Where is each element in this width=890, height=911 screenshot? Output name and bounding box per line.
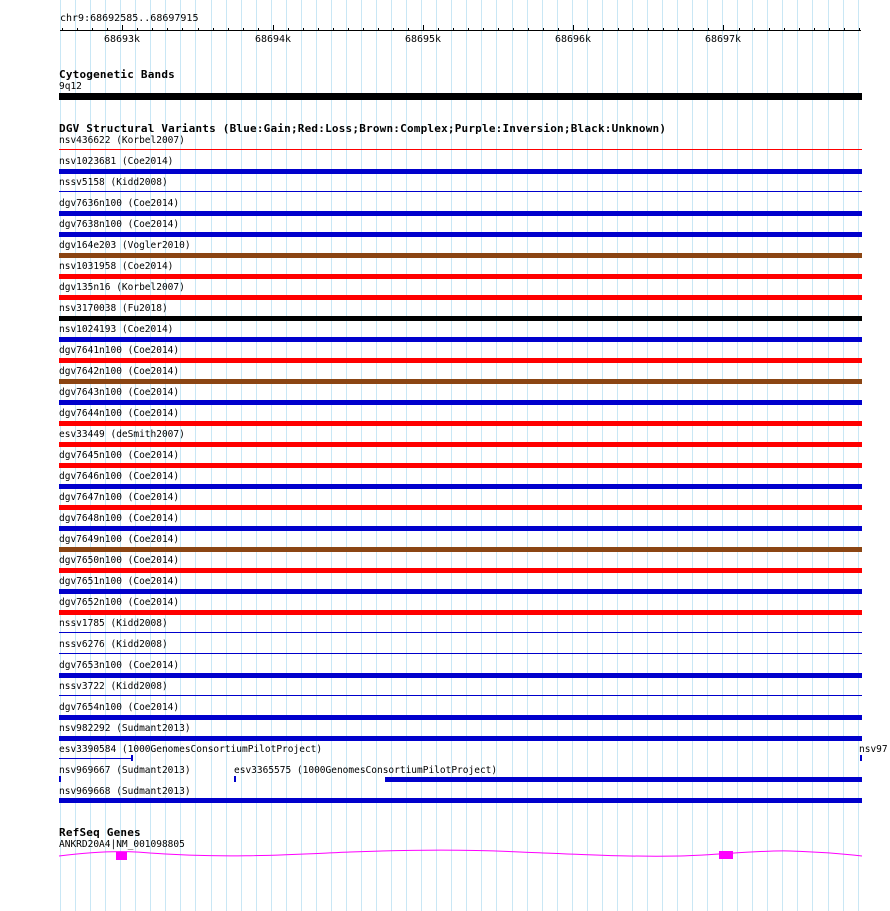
variant-label: dgv7650n100 (Coe2014) bbox=[59, 555, 180, 566]
grid-line bbox=[692, 0, 693, 911]
variant-label: nsv1024193 (Coe2014) bbox=[59, 324, 174, 335]
variant-feature[interactable] bbox=[59, 776, 61, 782]
ruler-minor-tick bbox=[182, 28, 183, 31]
ruler-minor-tick bbox=[167, 28, 168, 31]
cytoband-track-title[interactable]: Cytogenetic Bands bbox=[59, 68, 175, 81]
variant-feature[interactable] bbox=[59, 653, 862, 654]
ruler-minor-tick bbox=[543, 28, 544, 31]
ruler-minor-tick bbox=[107, 28, 108, 31]
grid-line bbox=[617, 0, 618, 911]
cytoband-feature[interactable] bbox=[59, 93, 862, 100]
ruler-minor-tick bbox=[528, 28, 529, 31]
variant-feature[interactable] bbox=[59, 316, 862, 321]
grid-line bbox=[677, 0, 678, 911]
dgv-track-title[interactable]: DGV Structural Variants (Blue:Gain;Red:Loss;Brown:Complex;Purple:Inversion;Black:Unknown) bbox=[59, 122, 667, 135]
grid-line bbox=[195, 0, 196, 911]
grid-line bbox=[812, 0, 813, 911]
variant-label: esv3365575 (1000GenomesConsortiumPilotProject) bbox=[234, 765, 498, 776]
variant-feature[interactable] bbox=[59, 610, 862, 615]
ruler-minor-tick bbox=[859, 28, 860, 31]
variant-feature[interactable] bbox=[59, 253, 862, 258]
variant-feature[interactable] bbox=[59, 232, 862, 237]
ruler-minor-tick bbox=[588, 28, 589, 31]
grid-line bbox=[858, 0, 859, 911]
variant-feature[interactable] bbox=[59, 400, 862, 405]
variant-label: dgv7646n100 (Coe2014) bbox=[59, 471, 180, 482]
ruler-axis bbox=[60, 30, 861, 31]
ruler-minor-tick bbox=[829, 28, 830, 31]
grid-line bbox=[226, 0, 227, 911]
variant-label: dgv7647n100 (Coe2014) bbox=[59, 492, 180, 503]
ruler-tick-label: 68693k bbox=[103, 34, 141, 45]
ruler-minor-tick bbox=[754, 28, 755, 31]
variant-feature[interactable] bbox=[234, 776, 236, 782]
grid-line bbox=[587, 0, 588, 911]
grid-line bbox=[557, 0, 558, 911]
variant-label: dgv7653n100 (Coe2014) bbox=[59, 660, 180, 671]
grid-line bbox=[572, 0, 573, 911]
grid-line bbox=[707, 0, 708, 911]
variant-feature[interactable] bbox=[59, 463, 862, 468]
ruler-minor-tick bbox=[558, 28, 559, 31]
ruler-minor-tick bbox=[288, 28, 289, 31]
ruler-minor-tick bbox=[618, 28, 619, 31]
variant-label: dgv7643n100 (Coe2014) bbox=[59, 387, 180, 398]
ruler-minor-tick bbox=[483, 28, 484, 31]
variant-label: dgv7644n100 (Coe2014) bbox=[59, 408, 180, 419]
variant-label: nsv3170038 (Fu2018) bbox=[59, 303, 168, 314]
variant-feature[interactable] bbox=[59, 169, 862, 174]
ruler-minor-tick bbox=[348, 28, 349, 31]
variant-feature[interactable] bbox=[59, 337, 862, 342]
variant-feature[interactable] bbox=[59, 589, 862, 594]
variant-label: dgv7636n100 (Coe2014) bbox=[59, 198, 180, 209]
ruler-minor-tick bbox=[633, 28, 634, 31]
variant-feature[interactable] bbox=[59, 505, 862, 510]
ruler-minor-tick bbox=[498, 28, 499, 31]
variant-feature[interactable] bbox=[59, 149, 862, 150]
ruler-minor-tick bbox=[799, 28, 800, 31]
grid-line bbox=[662, 0, 663, 911]
variant-feature[interactable] bbox=[59, 484, 862, 489]
ruler-minor-tick bbox=[648, 28, 649, 31]
variant-label: nsv1023681 (Coe2014) bbox=[59, 156, 174, 167]
variant-end-tick bbox=[131, 755, 133, 761]
variant-feature[interactable] bbox=[59, 379, 862, 384]
position-readout: chr9:68692585..68697915 bbox=[60, 13, 199, 24]
variant-label: dgv7638n100 (Coe2014) bbox=[59, 219, 180, 230]
gene-label: ANKRD20A4|NM_001098805 bbox=[59, 839, 185, 850]
variant-label: dgv7649n100 (Coe2014) bbox=[59, 534, 180, 545]
ruler-tick-label: 68696k bbox=[554, 34, 592, 45]
ruler-minor-tick bbox=[453, 28, 454, 31]
variant-label: nsv969667 (Sudmant2013) bbox=[59, 765, 191, 776]
variant-feature[interactable] bbox=[59, 358, 862, 363]
variant-label-truncated: nsv97 bbox=[859, 744, 888, 755]
variant-feature[interactable] bbox=[59, 736, 862, 741]
ruler-minor-tick bbox=[438, 28, 439, 31]
ruler-minor-tick bbox=[243, 28, 244, 31]
variant-label: nsv436622 (Korbel2007) bbox=[59, 135, 185, 146]
ruler-minor-tick bbox=[92, 28, 93, 31]
grid-line bbox=[722, 0, 723, 911]
grid-line bbox=[527, 0, 528, 911]
ruler-minor-tick bbox=[739, 28, 740, 31]
ruler-minor-tick bbox=[333, 28, 334, 31]
ruler-minor-tick bbox=[678, 28, 679, 31]
grid-line bbox=[767, 0, 768, 911]
variant-label: nsv1031958 (Coe2014) bbox=[59, 261, 174, 272]
ruler-minor-tick bbox=[784, 28, 785, 31]
ruler-major-tick bbox=[122, 25, 123, 31]
variant-feature[interactable] bbox=[59, 632, 862, 633]
ruler-minor-tick bbox=[844, 28, 845, 31]
variant-feature[interactable] bbox=[860, 755, 862, 761]
ruler-major-tick bbox=[423, 25, 424, 31]
gene-model[interactable] bbox=[0, 840, 890, 870]
ruler-tick-label: 68695k bbox=[404, 34, 442, 45]
ruler-minor-tick bbox=[258, 28, 259, 31]
grid-line bbox=[797, 0, 798, 911]
ruler-minor-tick bbox=[363, 28, 364, 31]
variant-label: dgv164e203 (Vogler2010) bbox=[59, 240, 191, 251]
ruler-minor-tick bbox=[393, 28, 394, 31]
variant-label: dgv7654n100 (Coe2014) bbox=[59, 702, 180, 713]
ruler-tick-label: 68694k bbox=[254, 34, 292, 45]
ruler-major-tick bbox=[573, 25, 574, 31]
variant-feature[interactable] bbox=[59, 798, 862, 803]
variant-label: esv3390584 (1000GenomesConsortiumPilotProject) bbox=[59, 744, 323, 755]
grid-line bbox=[752, 0, 753, 911]
ruler-tick-label: 68697k bbox=[704, 34, 742, 45]
ruler-minor-tick bbox=[408, 28, 409, 31]
variant-label: dgv7652n100 (Coe2014) bbox=[59, 597, 180, 608]
variant-feature[interactable] bbox=[59, 421, 862, 426]
exon[interactable] bbox=[116, 852, 127, 860]
exon[interactable] bbox=[719, 851, 733, 859]
ruler-minor-tick bbox=[137, 28, 138, 31]
variant-feature[interactable] bbox=[59, 568, 862, 573]
variant-label: nssv5158 (Kidd2008) bbox=[59, 177, 168, 188]
grid-line bbox=[647, 0, 648, 911]
ruler-minor-tick bbox=[228, 28, 229, 31]
variant-feature[interactable] bbox=[59, 715, 862, 720]
variant-label: esv33449 (deSmith2007) bbox=[59, 429, 185, 440]
ruler-minor-tick bbox=[378, 28, 379, 31]
grid-line bbox=[632, 0, 633, 911]
grid-line bbox=[843, 0, 844, 911]
ruler-minor-tick bbox=[693, 28, 694, 31]
ruler-major-tick bbox=[723, 25, 724, 31]
variant-feature[interactable] bbox=[59, 673, 862, 678]
grid-line bbox=[542, 0, 543, 911]
variant-feature[interactable] bbox=[59, 274, 862, 279]
ruler-minor-tick bbox=[708, 28, 709, 31]
variant-feature[interactable] bbox=[59, 191, 862, 192]
variant-feature[interactable] bbox=[59, 695, 862, 696]
variant-label: nsv982292 (Sudmant2013) bbox=[59, 723, 191, 734]
grid-line bbox=[737, 0, 738, 911]
variant-feature[interactable] bbox=[59, 526, 862, 531]
ruler-minor-tick bbox=[603, 28, 604, 31]
variant-label: nssv1785 (Kidd2008) bbox=[59, 618, 168, 629]
variant-feature[interactable] bbox=[59, 295, 862, 300]
variant-feature[interactable] bbox=[59, 211, 862, 216]
variant-label: dgv135n16 (Korbel2007) bbox=[59, 282, 185, 293]
ruler-minor-tick bbox=[769, 28, 770, 31]
ruler-minor-tick bbox=[468, 28, 469, 31]
ruler-minor-tick bbox=[663, 28, 664, 31]
ruler-minor-tick bbox=[198, 28, 199, 31]
variant-label: nssv3722 (Kidd2008) bbox=[59, 681, 168, 692]
variant-label: nssv6276 (Kidd2008) bbox=[59, 639, 168, 650]
ruler-minor-tick bbox=[814, 28, 815, 31]
ruler-minor-tick bbox=[77, 28, 78, 31]
variant-label: dgv7648n100 (Coe2014) bbox=[59, 513, 180, 524]
variant-label: nsv969668 (Sudmant2013) bbox=[59, 786, 191, 797]
cytoband-label: 9q12 bbox=[59, 81, 82, 92]
variant-feature[interactable] bbox=[59, 442, 862, 447]
ruler-minor-tick bbox=[62, 28, 63, 31]
ruler-minor-tick bbox=[152, 28, 153, 31]
variant-feature[interactable] bbox=[59, 758, 132, 759]
variant-feature[interactable] bbox=[59, 547, 862, 552]
grid-line bbox=[211, 0, 212, 911]
variant-feature[interactable] bbox=[385, 777, 862, 782]
ruler-minor-tick bbox=[318, 28, 319, 31]
ruler-major-tick bbox=[273, 25, 274, 31]
grid-line bbox=[602, 0, 603, 911]
variant-label: dgv7645n100 (Coe2014) bbox=[59, 450, 180, 461]
grid-line bbox=[782, 0, 783, 911]
variant-label: dgv7642n100 (Coe2014) bbox=[59, 366, 180, 377]
variant-label: dgv7641n100 (Coe2014) bbox=[59, 345, 180, 356]
ruler-minor-tick bbox=[303, 28, 304, 31]
ruler-minor-tick bbox=[513, 28, 514, 31]
ruler-minor-tick bbox=[213, 28, 214, 31]
grid-line bbox=[828, 0, 829, 911]
grid-line bbox=[512, 0, 513, 911]
variant-label: dgv7651n100 (Coe2014) bbox=[59, 576, 180, 587]
refseq-track-title[interactable]: RefSeq Genes bbox=[59, 826, 141, 839]
